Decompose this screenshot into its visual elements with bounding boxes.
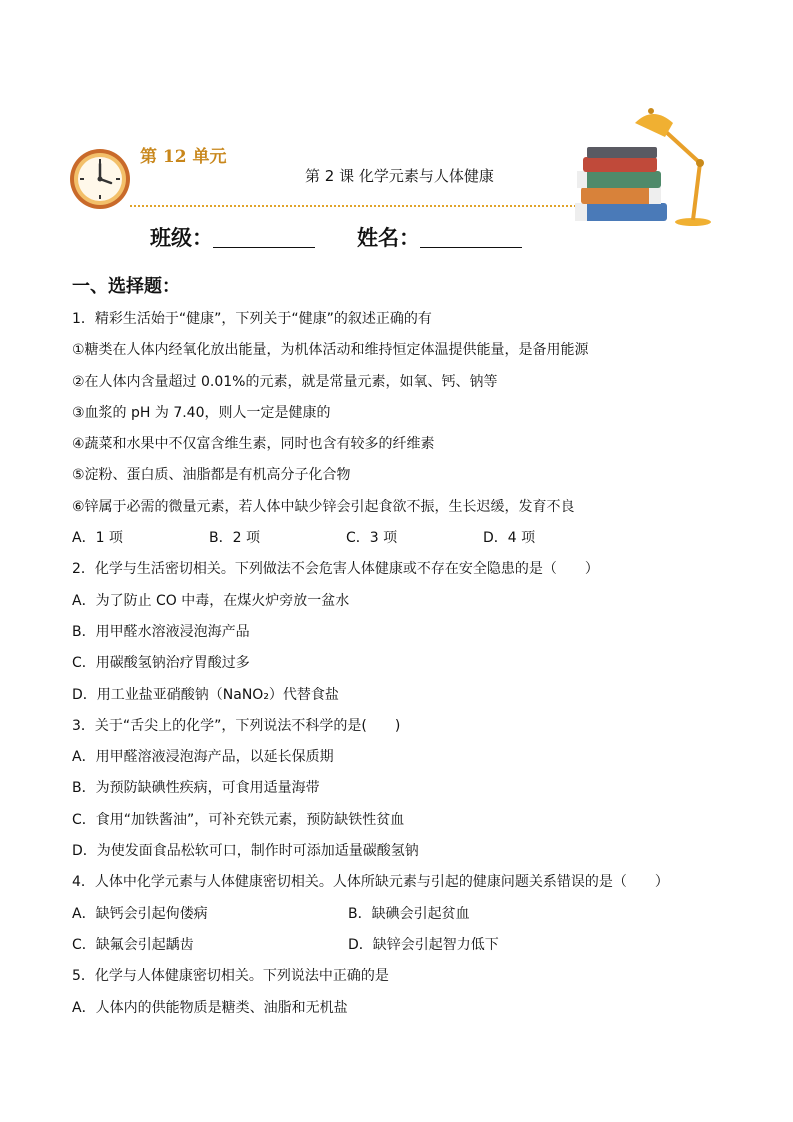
section-title: 一、选择题： bbox=[72, 276, 180, 297]
option-b: B．2 项 bbox=[209, 530, 260, 547]
lesson-title: 第 2 课 化学元素与人体健康 bbox=[305, 167, 494, 185]
question-stem: 3．关于“舌尖上的化学”，下列说法不科学的是( ) bbox=[72, 717, 401, 734]
header-divider bbox=[130, 205, 600, 207]
statement: ③血浆的 pH 为 7.40，则人一定是健康的 bbox=[72, 404, 331, 421]
class-blank[interactable] bbox=[213, 227, 315, 248]
options-row bbox=[72, 903, 732, 934]
option-d: D．4 项 bbox=[483, 530, 536, 547]
options-row bbox=[72, 527, 732, 558]
statement: ④蔬菜和水果中不仅富含维生素，同时也含有较多的纤维素 bbox=[72, 436, 435, 453]
question-stem: 5．化学与人体健康密切相关。下列说法中正确的是 bbox=[72, 968, 389, 985]
name-blank[interactable] bbox=[420, 227, 522, 248]
option-d: D．为使发面食品松软可口，制作时可添加适量碳酸氢钠 bbox=[72, 843, 419, 860]
unit-title: 第 12 单元 bbox=[140, 147, 227, 167]
statement: ⑤淀粉、蛋白质、油脂都是有机高分子化合物 bbox=[72, 467, 351, 484]
books-lamp-icon bbox=[565, 103, 745, 228]
option-b: B．用甲醛水溶液浸泡海产品 bbox=[72, 623, 250, 640]
name-label: 姓名： bbox=[357, 226, 420, 250]
option-d: D．用工业盐亚硝酸钠（NaNO₂）代替食盐 bbox=[72, 686, 339, 703]
option-a: A．缺钙会引起佝偻病 bbox=[72, 905, 208, 922]
statement: ⑥锌属于必需的微量元素，若人体中缺少锌会引起食欲不振，生长迟缓，发育不良 bbox=[72, 498, 575, 515]
question-stem: 2．化学与生活密切相关。下列做法不会危害人体健康或不存在安全隐患的是（ ） bbox=[72, 561, 599, 578]
option-a: A．人体内的供能物质是糖类、油脂和无机盐 bbox=[72, 999, 348, 1016]
question-stem: 4．人体中化学元素与人体健康密切相关。人体所缺元素与引起的健康问题关系错误的是（ ） bbox=[72, 874, 669, 891]
option-b: B．为预防缺碘性疾病，可食用适量海带 bbox=[72, 780, 320, 797]
option-a: A．用甲醛溶液浸泡海产品，以延长保质期 bbox=[72, 749, 334, 766]
statement: ①糖类在人体内经氧化放出能量，为机体活动和维持恒定体温提供能量，是备用能源 bbox=[72, 342, 589, 359]
questions bbox=[72, 308, 732, 1028]
header-banner bbox=[60, 95, 740, 230]
option-c: C．缺氟会引起龋齿 bbox=[72, 936, 194, 953]
option-c: C．3 项 bbox=[346, 530, 398, 547]
option-c: C．食用“加铁酱油”，可补充铁元素，预防缺铁性贫血 bbox=[72, 811, 405, 828]
option-a: A．为了防止 CO 中毒，在煤火炉旁放一盆水 bbox=[72, 592, 350, 609]
option-c: C．用碳酸氢钠治疗胃酸过多 bbox=[72, 655, 250, 672]
statement: ②在人体内含量超过 0.01%的元素，就是常量元素，如氧、钙、钠等 bbox=[72, 373, 498, 390]
student-info-row bbox=[150, 222, 564, 252]
options-row bbox=[72, 934, 732, 965]
option-d: D．缺锌会引起智力低下 bbox=[348, 936, 499, 953]
option-a: A．1 项 bbox=[72, 530, 123, 547]
alarm-clock-icon bbox=[68, 147, 132, 211]
class-label: 班级： bbox=[150, 226, 213, 250]
question-stem: 1．精彩生活始于“健康”，下列关于“健康”的叙述正确的有 bbox=[72, 311, 432, 327]
option-b: B．缺碘会引起贫血 bbox=[348, 905, 470, 922]
